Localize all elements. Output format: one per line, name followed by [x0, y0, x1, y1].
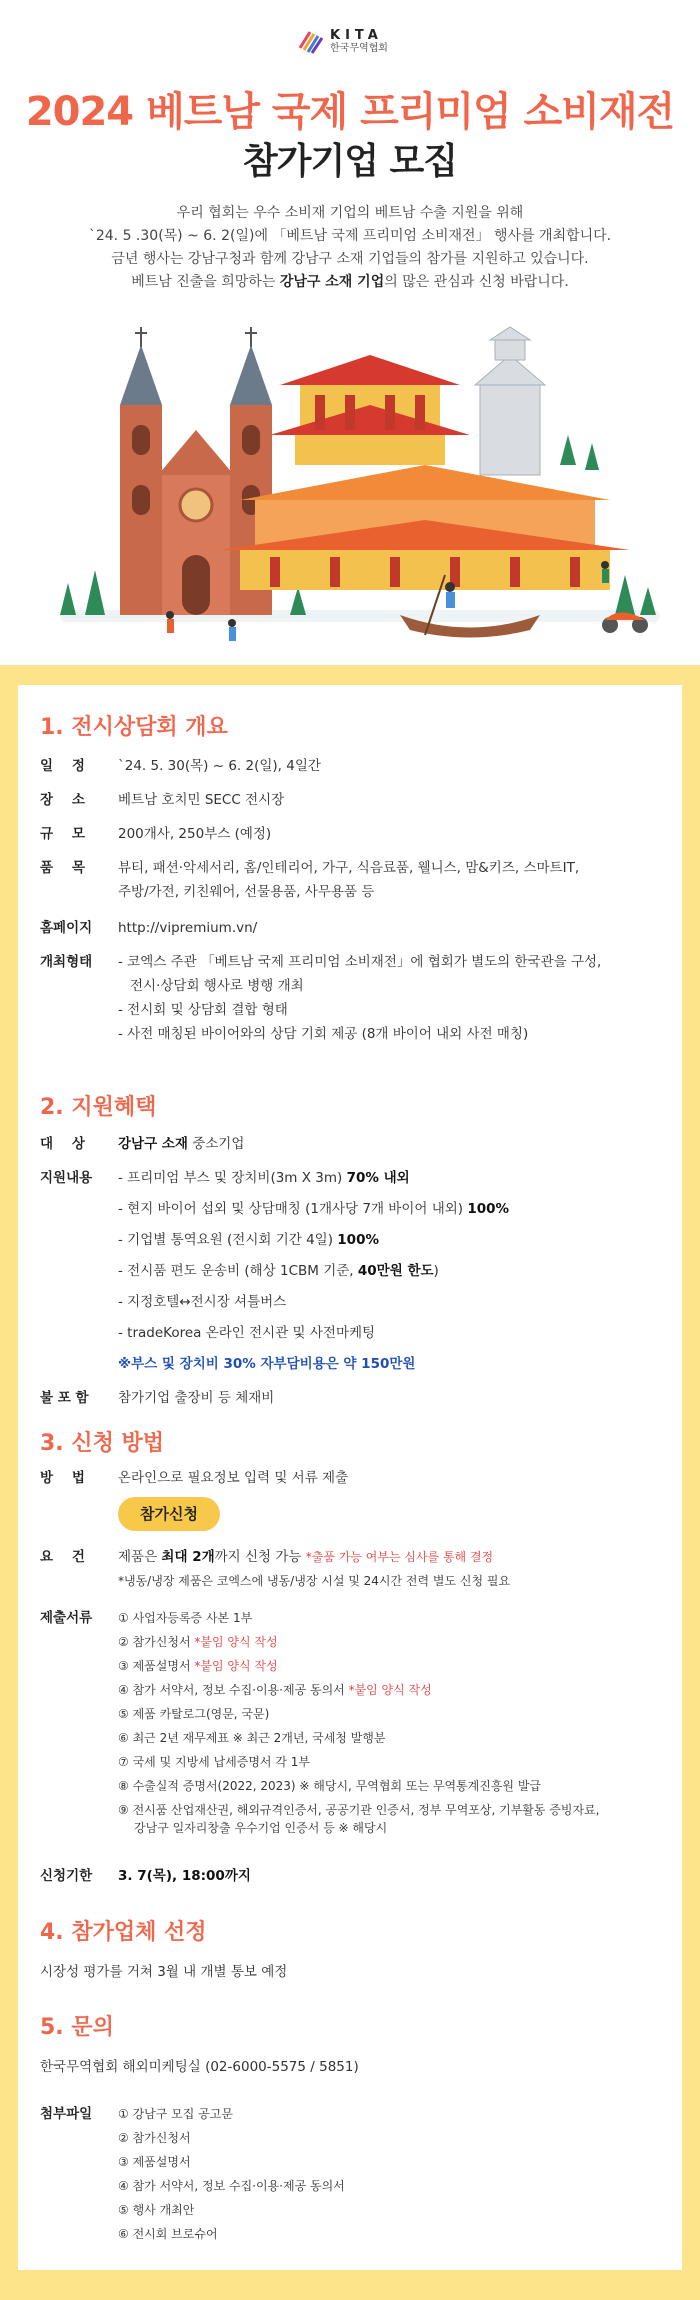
support-note: ※부스 및 장치비 30% 자부담비용은 약 150만원 — [118, 1356, 416, 1372]
row-items: 품 목 뷰티, 패션·악세서리, 홈/인테리어, 가구, 식음료품, 웰니스, 맘&키즈, 스마트IT, 주방/가전, 키친웨어, 선물용품, 사무용품 등 — [40, 860, 580, 900]
intro-line: 금년 행사는 강남구청과 함께 강남구 소재 기업들의 참가를 지원하고 있습니다. — [111, 251, 589, 267]
section-5-heading: 5. 문의 — [40, 2015, 114, 2040]
row-format: 개최형태 - 코엑스 주관 「베트남 국제 프리미엄 소비재전」에 협회가 별도의 한국관을 구성, 전시·상담회 행사로 병행 개최 - 전시회 및 상담회 결합 형태 - 사전 매칭된 바이어와의 상담 기회 제공 (8개 바이어 내외 사전 매칭) — [40, 954, 602, 1042]
row-target: 대 상 강남구 소재 중소기업 — [40, 1136, 245, 1152]
scale-value: 200개사, 250부스 (예정) — [118, 826, 272, 842]
logo-kita-text: KITA — [330, 27, 383, 43]
section-3-heading: 3. 신청 방법 — [40, 1431, 164, 1456]
homepage-link[interactable]: http://vipremium.vn/ — [118, 920, 258, 936]
header-area — [0, 0, 700, 665]
intro-line: `24. 5 .30(목) ~ 6. 2(일)에 「베트남 국제 프리미엄 소비재전」 행사를 개최합니다. — [88, 228, 612, 244]
attachment-link[interactable]: ① 강남구 모집 공고문 — [118, 2107, 233, 2121]
section-2-heading: 2. 지원혜택 — [40, 1095, 157, 1120]
row-date: 일 정 `24. 5. 30(목) ~ 6. 2(일), 4일간 — [40, 754, 660, 778]
intro-line: 우리 협회는 우수 소비재 기업의 베트남 수출 지원을 위해 — [176, 205, 524, 221]
row-support: 지원내용 - 프리미엄 부스 및 장치비(3m X 3m) 70% 내외 - 현지 바이어 섭외 및 상담매칭 (1개사당 7개 바이어 내외) 100% - 기업별 통역요원 (전시회 기간 4일) 100% - 전시품 편도 운송비 (해상 1CBM 기준, 40만원 한도) - 지정호텔↔전시장 셔틀버스 - tradeKorea 온라인 전시관 및 사전마케팅 ※부스 및 장치비 30% 자부담비용은 약 150만원 — [40, 1166, 660, 1376]
page-title: 2024 베트남 국제 프리미엄 소비재전 — [25, 89, 675, 135]
row-documents: 제출서류 ① 사업자등록증 사본 1부 ② 참가신청서 *붙임 양식 작성 ③ 제품설명서 *붙임 양식 작성 ④ 참가 서약서, 정보 수집·이용·제공 동의서 *붙임 양식 작성 ⑤ 제품 카탈로그(영문, 국문) ⑥ 최근 2년 재무제표 ※ 최근 2개년, 국세청 발행분 ⑦ 국세 및 지방세 납세증명서 각 1부 ⑧ 수출실적 증명서(2022, 2023) ※ 해당시, 무역협회 또는 무역통계진흥원 발급 ⑨ 전시품 산업재산권, 해외규격인증서, 공공기관 인증서, 정부 무역포상, 기부활동 증빙자료, 강남구 일자리창출 우수기업 인증서 등 ※ 해당시 — [40, 1610, 600, 1835]
row-attachments: 첨부파일 ① 강남구 모집 공고문 ② 참가신청서 ③ 제품설명서 ④ 참가 서약서, 정보 수집·이용·제공 동의서 ⑤ 행사 개최안 ⑥ 전시회 브로슈어 — [40, 2102, 660, 2246]
intro-text — [0, 202, 700, 294]
kita-logo — [298, 28, 388, 54]
row-method: 방 법 온라인으로 필요정보 입력 및 서류 제출 — [40, 1470, 349, 1486]
section-4-heading: 4. 참가업체 선정 — [40, 1920, 207, 1945]
date-value: `24. 5. 30(목) ~ 6. 2(일), 4일간 — [118, 758, 321, 774]
row-excluded: 불 포 함 참가기업 출장비 등 체재비 — [40, 1390, 275, 1406]
logo-name-kr: 한국무역협회 — [330, 42, 388, 54]
attachment-link[interactable]: ④ 참가 서약서, 정보 수집·이용·제공 동의서 — [118, 2179, 345, 2193]
apply-button[interactable]: 참가신청 — [118, 1497, 220, 1531]
attachment-link[interactable]: ⑤ 행사 개최안 — [118, 2203, 195, 2217]
selection-text: 시장성 평가를 거쳐 3월 내 개별 통보 예정 — [40, 1964, 288, 1980]
row-venue: 장 소 베트남 호치민 SECC 전시장 — [40, 788, 660, 812]
row-requirements: 요 건 제품은 최대 2개까지 신청 가능 *출품 가능 여부는 심사를 통해 결정 *냉동/냉장 제품은 코엑스에 냉동/냉장 시설 및 24시간 전력 별도 신청 필요 — [40, 1549, 511, 1588]
page-subtitle: 참가기업 모집 — [242, 141, 458, 182]
section-1-heading: 1. 전시상담회 개요 — [40, 715, 228, 740]
row-scale: 규 모 200개사, 250부스 (예정) — [40, 822, 660, 846]
attachment-link[interactable]: ③ 제품설명서 — [118, 2155, 191, 2169]
contact-text: 한국무역협회 해외미케팅실 (02-6000-5575 / 5851) — [40, 2059, 359, 2075]
vietnam-landmarks-illustration — [40, 325, 670, 665]
venue-value: 베트남 호치민 SECC 전시장 — [118, 792, 285, 808]
row-deadline: 신청기한 3. 7(목), 18:00까지 — [40, 1868, 251, 1884]
intro-line: 베트남 진출을 희망하는 강남구 소재 기업의 많은 관심과 신청 바랍니다. — [131, 274, 569, 290]
kita-logo-icon — [298, 28, 324, 54]
attachment-link[interactable]: ② 참가신청서 — [118, 2131, 191, 2145]
row-homepage: 홈페이지 http://vipremium.vn/ — [40, 916, 660, 940]
attachment-link[interactable]: ⑥ 전시회 브로슈어 — [118, 2227, 218, 2241]
